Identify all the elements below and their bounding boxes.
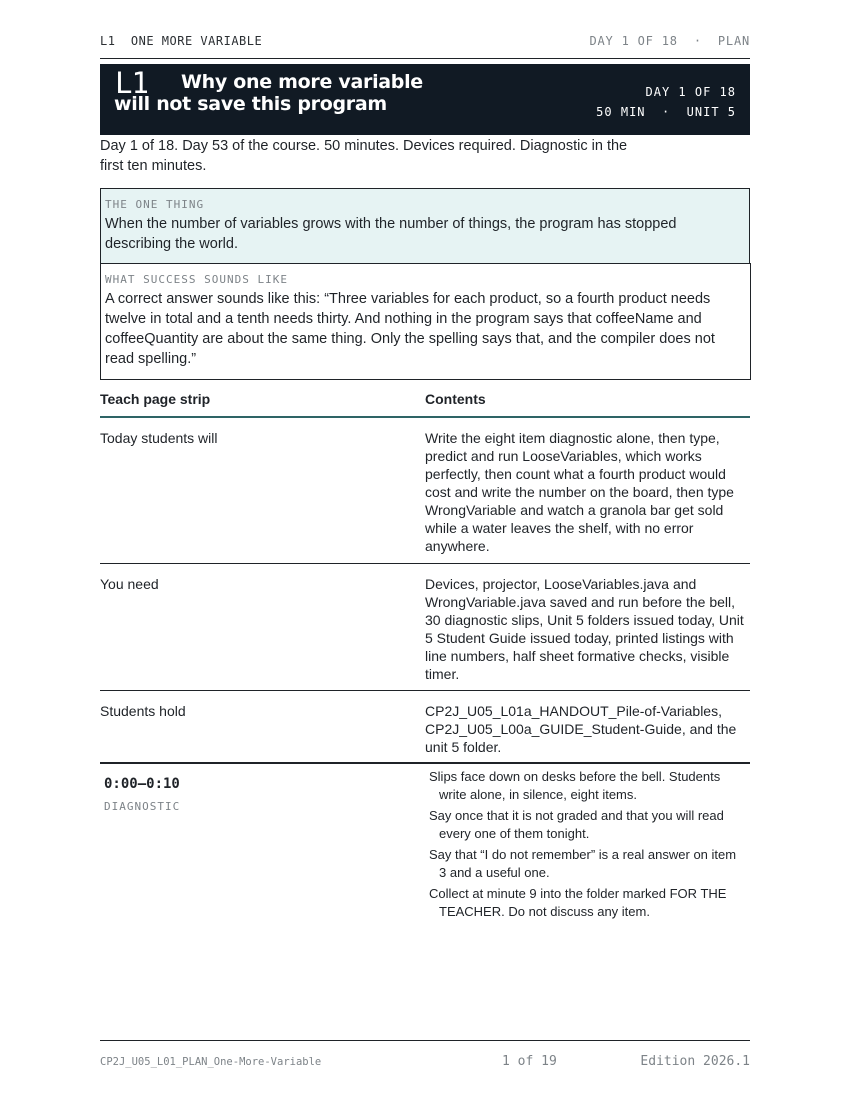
segment-steps (429, 768, 745, 924)
lesson-intro: Day 1 of 18. Day 53 of the course. 50 minutes. Devices required. Diagnostic in the first ten minutes. (100, 138, 628, 174)
row-value: Devices, projector, LooseVariables.java and WrongVariable.java saved and run before the bell, 30 diagnostic slips, Unit 5 folders issued today, Unit 5 Student Guide issued today, printed listings with line numbers, half sheet formative checks, visible timer. (425, 576, 744, 682)
list-item: Slips face down on desks before the bell. Students write alone, in silence, eight items. (429, 769, 721, 802)
lesson-title: Why one more variable will not save this program (114, 71, 423, 115)
footer-edition: Edition 2026.1 (640, 1054, 750, 1069)
running-head (100, 34, 750, 48)
lesson-meta-duration: 50 MIN · UNIT 5 (596, 105, 736, 119)
table-row (100, 691, 750, 764)
running-head-left: L1 ONE MORE VARIABLE (100, 34, 263, 48)
row-value: CP2J_U05_L01a_HANDOUT_Pile-of-Variables, CP2J_U05_L00a_GUIDE_Student-Guide, and the unit 5 folder. (425, 703, 737, 755)
one-thing-box (100, 188, 750, 264)
table-row (100, 418, 750, 564)
list-item: Say that “I do not remember” is a real answer on item 3 and a useful one. (429, 847, 737, 880)
lesson-meta (596, 82, 736, 122)
running-head-right: DAY 1 OF 18 · PLAN (589, 34, 750, 48)
success-kicker: WHAT SUCCESS SOUNDS LIKE (105, 273, 288, 286)
strip-col-header-a: Teach page strip (100, 391, 211, 407)
footer-page-number: 1 of 19 (502, 1054, 557, 1069)
one-thing-text: When the number of variables grows with the number of things, the program has stopped describing the world. (105, 216, 677, 252)
one-thing-kicker: THE ONE THING (105, 198, 205, 211)
table-row (100, 564, 750, 691)
lesson-meta-day: DAY 1 OF 18 (645, 85, 736, 99)
row-key: You need (100, 576, 159, 592)
row-value: Write the eight item diagnostic alone, then type, predict and run LooseVariables, which works perfectly, then count what a fourth product would cost and write the number on the board, then type WrongVariable and watch a granola bar get sold while a water leaves the shelf, with no error anywhere. (425, 430, 734, 554)
strip-table-header (100, 390, 750, 418)
lesson-banner (100, 64, 750, 135)
segment-time: 0:00–0:10 (104, 776, 180, 792)
row-key: Students hold (100, 703, 186, 719)
strip-col-header-b: Contents (425, 391, 486, 407)
page-footer (100, 1054, 750, 1072)
segment-label: DIAGNOSTIC (104, 800, 181, 813)
lesson-number: L1 (115, 66, 148, 100)
header-rule (100, 58, 750, 59)
success-text: A correct answer sounds like this: “Three variables for each product, so a fourth product needs twelve in total and a tenth needs thirty. And nothing in the program says that coffeeName and coffeeQuantity are about the same thing. Only the spelling says that, and the compiler does not read spelling.” (105, 291, 715, 367)
footer-rule (100, 1040, 750, 1041)
row-key: Today students will (100, 430, 218, 446)
list-item: Say once that it is not graded and that you will read every one of them tonight. (429, 808, 724, 841)
success-box (100, 263, 751, 380)
footer-doc-id: CP2J_U05_L01_PLAN_One-More-Variable (100, 1056, 322, 1068)
list-item: Collect at minute 9 into the folder marked FOR THE TEACHER. Do not discuss any item. (429, 886, 727, 919)
